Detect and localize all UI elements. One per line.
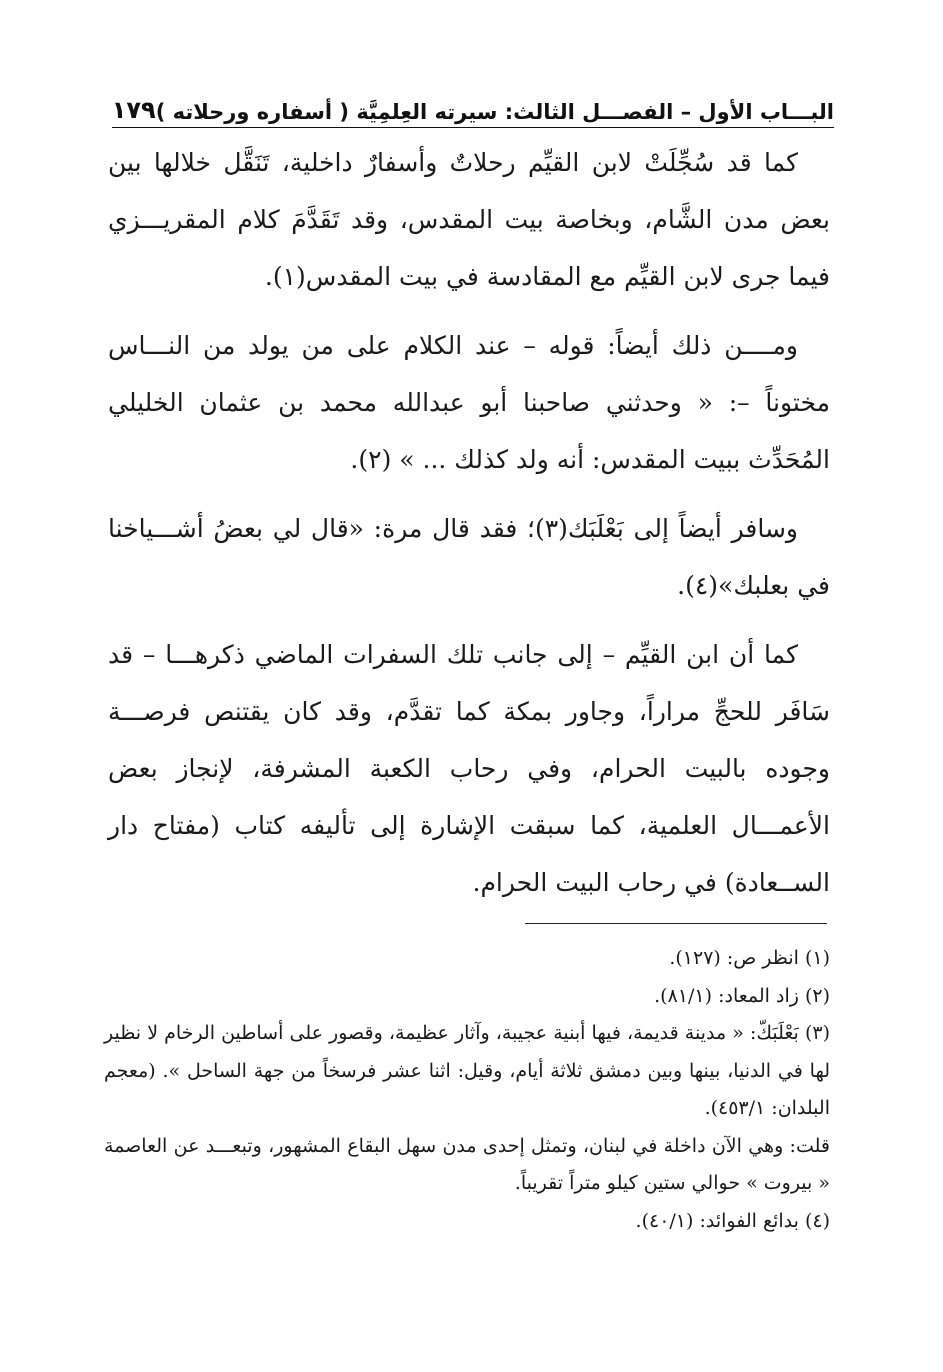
- footnote-2: (٢) زاد المعاد: (٨١/١).: [654, 984, 830, 1007]
- footnote-4: (٤) بدائع الفوائد: (٤٠/١).: [635, 1209, 830, 1232]
- paragraph-hajj: [108, 626, 830, 911]
- page-number: ١٧٩: [111, 96, 156, 124]
- paragraph-domestic-travels: [108, 134, 830, 305]
- chapter-title: البـــاب الأول – الفصـــل الثالث: سيرته العِلمِيَّة ( أسفاره ورحلاته ): [155, 100, 834, 124]
- main-text: [108, 134, 830, 911]
- footnote-divider: [525, 923, 827, 924]
- paragraph-text: كما قد سُجِّلَتْ لابن القيِّم رحلاتٌ وأسفارٌ داخلية، تَنَقَّل خلالها بين بعض مدن الشَّام، وبخاصة بيت المقدس، وقد تَقَدَّمَ كلام المقريـــزي فيما جرى لابن القيِّم مع المقادسة في بيت المقدس(١).: [108, 148, 830, 291]
- footnotes: [104, 940, 830, 1240]
- paragraph-text: وسافر أيضاً إلى بَعْلَبَك(٣)؛ فقد قال مرة: «قال لي بعضُ أشـــياخنا في بعلبك»(٤).: [108, 514, 830, 600]
- paragraph-text: ومــــن ذلك أيضاً: قوله – عند الكلام على من يولد من النـــاس مختوناً –: « وحدثني صاحبنا أبو عبدالله محمد بن عثمان الخليلي المُحَدِّث ببيت المقدس: أنه ولد كذلك ... » (٢).: [108, 331, 830, 474]
- footnote-3-note: قلت: وهي الآن داخلة في لبنان، وتمثل إحدى مدن سهل البقاع المشهور، وتبعـــد عن العاصمة « بيروت » حوالي ستين كيلو متراً تقريباً.: [104, 1134, 830, 1194]
- running-header: [112, 88, 834, 124]
- footnote-3: (٣) بَعْلَبَكّ: « مدينة قديمة، فيها أبنية عجيبة، وآثار عظيمة، وقصور على أساطين الرخام لا نظير لها في الدنيا، بينها وبين دمشق ثلاثة أيام، وقيل: اثنا عشر فرسخاً من جهة الساحل ». (معجم البلدان: ٤٥٣/١).: [104, 1022, 830, 1119]
- paragraph-text: كما أن ابن القيِّم – إلى جانب تلك السفرات الماضي ذكرهـــا – قد سَافَر للحجِّ مراراً، وجاور بمكة كما تقدَّم، وقد كان يقتنص فرصـــة وجوده بالبيت الحرام، وفي رحاب الكعبة المشرفة، لإنجاز بعض الأعمـــال العلمية، كما سبقت الإشارة إلى تأليفه كتاب (مفتاح دار الســعادة) في رحاب البيت الحرام.: [108, 640, 830, 897]
- footnote-1: (١) انظر ص: (١٢٧).: [669, 947, 830, 969]
- header-divider: [112, 127, 834, 128]
- paragraph-jerusalem-quote: [108, 317, 830, 488]
- paragraph-baalbek: [108, 500, 830, 614]
